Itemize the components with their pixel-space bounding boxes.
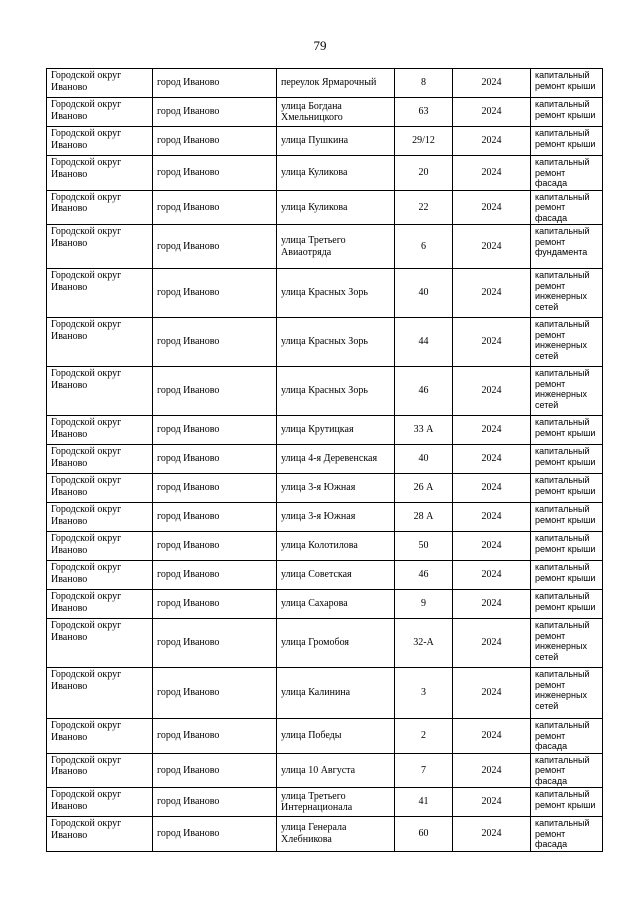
house-number-cell: 6	[395, 225, 453, 269]
year-cell: 2024	[453, 503, 531, 532]
year-cell: 2024	[453, 668, 531, 719]
table-row	[47, 190, 603, 225]
work-type-cell: капитальный ремонт крыши	[531, 788, 603, 817]
year-cell: 2024	[453, 817, 531, 852]
settlement-cell: город Иваново	[153, 445, 277, 474]
settlement-cell: город Иваново	[153, 619, 277, 668]
work-type-cell: капитальный ремонт крыши	[531, 98, 603, 127]
house-number-cell: 40	[395, 269, 453, 318]
municipal-district-cell: Городской округ Иваново	[47, 474, 153, 503]
municipal-district-cell: Городской округ Иваново	[47, 69, 153, 98]
work-type-cell: капитальный ремонт крыши	[531, 127, 603, 156]
settlement-cell: город Иваново	[153, 69, 277, 98]
street-cell: улица 3-я Южная	[277, 503, 395, 532]
municipal-district-cell: Городской округ Иваново	[47, 367, 153, 416]
municipal-district-cell: Городской округ Иваново	[47, 98, 153, 127]
year-cell: 2024	[453, 719, 531, 754]
table-row	[47, 318, 603, 367]
year-cell: 2024	[453, 156, 531, 191]
house-number-cell: 7	[395, 753, 453, 788]
table-row	[47, 127, 603, 156]
house-number-cell: 50	[395, 532, 453, 561]
settlement-cell: город Иваново	[153, 532, 277, 561]
settlement-cell: город Иваново	[153, 668, 277, 719]
work-type-cell: капитальный ремонт крыши	[531, 474, 603, 503]
street-cell: улица Красных Зорь	[277, 367, 395, 416]
work-type-cell: капитальный ремонт фасада	[531, 190, 603, 225]
year-cell: 2024	[453, 474, 531, 503]
street-cell: улица Куликова	[277, 156, 395, 191]
house-number-cell: 9	[395, 590, 453, 619]
municipal-district-cell: Городской округ Иваново	[47, 817, 153, 852]
work-type-cell: капитальный ремонт крыши	[531, 503, 603, 532]
municipal-district-cell: Городской округ Иваново	[47, 590, 153, 619]
street-cell: улица 3-я Южная	[277, 474, 395, 503]
table-row	[47, 561, 603, 590]
municipal-district-cell: Городской округ Иваново	[47, 156, 153, 191]
settlement-cell: город Иваново	[153, 503, 277, 532]
municipal-district-cell: Городской округ Иваново	[47, 269, 153, 318]
municipal-district-cell: Городской округ Иваново	[47, 753, 153, 788]
street-cell: улица Сахарова	[277, 590, 395, 619]
table-row	[47, 532, 603, 561]
year-cell: 2024	[453, 753, 531, 788]
house-number-cell: 32-А	[395, 619, 453, 668]
year-cell: 2024	[453, 225, 531, 269]
house-number-cell: 63	[395, 98, 453, 127]
municipal-district-cell: Городской округ Иваново	[47, 225, 153, 269]
house-number-cell: 8	[395, 69, 453, 98]
table-row	[47, 445, 603, 474]
municipal-district-cell: Городской округ Иваново	[47, 445, 153, 474]
work-type-cell: капитальный ремонт крыши	[531, 416, 603, 445]
street-cell: улица Громобоя	[277, 619, 395, 668]
street-cell: улица Куликова	[277, 190, 395, 225]
table-row	[47, 719, 603, 754]
house-number-cell: 20	[395, 156, 453, 191]
settlement-cell: город Иваново	[153, 190, 277, 225]
street-cell: улица 10 Августа	[277, 753, 395, 788]
table-row	[47, 416, 603, 445]
settlement-cell: город Иваново	[153, 156, 277, 191]
settlement-cell: город Иваново	[153, 719, 277, 754]
house-number-cell: 2	[395, 719, 453, 754]
work-type-cell: капитальный ремонт крыши	[531, 69, 603, 98]
year-cell: 2024	[453, 190, 531, 225]
work-type-cell: капитальный ремонт фасада	[531, 753, 603, 788]
house-number-cell: 44	[395, 318, 453, 367]
house-number-cell: 41	[395, 788, 453, 817]
municipal-district-cell: Городской округ Иваново	[47, 619, 153, 668]
table-row	[47, 69, 603, 98]
street-cell: улица Третьего Интернационала	[277, 788, 395, 817]
street-cell: улица Пушкина	[277, 127, 395, 156]
year-cell: 2024	[453, 561, 531, 590]
settlement-cell: город Иваново	[153, 127, 277, 156]
municipal-district-cell: Городской округ Иваново	[47, 416, 153, 445]
street-cell: улица Генерала Хлебникова	[277, 817, 395, 852]
work-type-cell: капитальный ремонт инженерных сетей	[531, 619, 603, 668]
settlement-cell: город Иваново	[153, 416, 277, 445]
year-cell: 2024	[453, 445, 531, 474]
work-type-cell: капитальный ремонт крыши	[531, 590, 603, 619]
settlement-cell: город Иваново	[153, 788, 277, 817]
street-cell: улица Крутицкая	[277, 416, 395, 445]
table-body	[47, 69, 603, 852]
year-cell: 2024	[453, 590, 531, 619]
year-cell: 2024	[453, 69, 531, 98]
street-cell: улица Третьего Авиаотряда	[277, 225, 395, 269]
year-cell: 2024	[453, 318, 531, 367]
street-cell: улица Красных Зорь	[277, 269, 395, 318]
repair-registry-table	[46, 68, 603, 852]
work-type-cell: капитальный ремонт фасада	[531, 156, 603, 191]
table-row	[47, 619, 603, 668]
street-cell: улица Богдана Хмельницкого	[277, 98, 395, 127]
table-row	[47, 817, 603, 852]
settlement-cell: город Иваново	[153, 225, 277, 269]
municipal-district-cell: Городской округ Иваново	[47, 719, 153, 754]
house-number-cell: 46	[395, 561, 453, 590]
street-cell: улица 4-я Деревенская	[277, 445, 395, 474]
street-cell: переулок Ярмарочный	[277, 69, 395, 98]
settlement-cell: город Иваново	[153, 753, 277, 788]
table-row	[47, 98, 603, 127]
work-type-cell: капитальный ремонт крыши	[531, 445, 603, 474]
table-row	[47, 753, 603, 788]
municipal-district-cell: Городской округ Иваново	[47, 503, 153, 532]
work-type-cell: капитальный ремонт инженерных сетей	[531, 367, 603, 416]
table-row	[47, 269, 603, 318]
street-cell: улица Красных Зорь	[277, 318, 395, 367]
settlement-cell: город Иваново	[153, 367, 277, 416]
table-row	[47, 668, 603, 719]
house-number-cell: 3	[395, 668, 453, 719]
settlement-cell: город Иваново	[153, 269, 277, 318]
table-row	[47, 788, 603, 817]
settlement-cell: город Иваново	[153, 590, 277, 619]
house-number-cell: 22	[395, 190, 453, 225]
work-type-cell: капитальный ремонт инженерных сетей	[531, 668, 603, 719]
table-row	[47, 156, 603, 191]
year-cell: 2024	[453, 532, 531, 561]
street-cell: улица Победы	[277, 719, 395, 754]
municipal-district-cell: Городской округ Иваново	[47, 668, 153, 719]
work-type-cell: капитальный ремонт фундамента	[531, 225, 603, 269]
house-number-cell: 40	[395, 445, 453, 474]
table-row	[47, 474, 603, 503]
work-type-cell: капитальный ремонт фасада	[531, 719, 603, 754]
table-row	[47, 503, 603, 532]
municipal-district-cell: Городской округ Иваново	[47, 127, 153, 156]
house-number-cell: 28 А	[395, 503, 453, 532]
work-type-cell: капитальный ремонт крыши	[531, 561, 603, 590]
year-cell: 2024	[453, 619, 531, 668]
year-cell: 2024	[453, 269, 531, 318]
work-type-cell: капитальный ремонт крыши	[531, 532, 603, 561]
house-number-cell: 60	[395, 817, 453, 852]
year-cell: 2024	[453, 127, 531, 156]
house-number-cell: 33 А	[395, 416, 453, 445]
street-cell: улица Советская	[277, 561, 395, 590]
year-cell: 2024	[453, 788, 531, 817]
work-type-cell: капитальный ремонт фасада	[531, 817, 603, 852]
settlement-cell: город Иваново	[153, 98, 277, 127]
year-cell: 2024	[453, 98, 531, 127]
year-cell: 2024	[453, 416, 531, 445]
municipal-district-cell: Городской округ Иваново	[47, 318, 153, 367]
settlement-cell: город Иваново	[153, 474, 277, 503]
house-number-cell: 29/12	[395, 127, 453, 156]
settlement-cell: город Иваново	[153, 817, 277, 852]
street-cell: улица Колотилова	[277, 532, 395, 561]
work-type-cell: капитальный ремонт инженерных сетей	[531, 269, 603, 318]
table-row	[47, 367, 603, 416]
municipal-district-cell: Городской округ Иваново	[47, 190, 153, 225]
house-number-cell: 26 А	[395, 474, 453, 503]
street-cell: улица Калинина	[277, 668, 395, 719]
year-cell: 2024	[453, 367, 531, 416]
table-row	[47, 590, 603, 619]
table-row	[47, 225, 603, 269]
work-type-cell: капитальный ремонт инженерных сетей	[531, 318, 603, 367]
settlement-cell: город Иваново	[153, 561, 277, 590]
settlement-cell: город Иваново	[153, 318, 277, 367]
municipal-district-cell: Городской округ Иваново	[47, 788, 153, 817]
house-number-cell: 46	[395, 367, 453, 416]
municipal-district-cell: Городской округ Иваново	[47, 532, 153, 561]
municipal-district-cell: Городской округ Иваново	[47, 561, 153, 590]
page-number: 79	[313, 38, 327, 53]
